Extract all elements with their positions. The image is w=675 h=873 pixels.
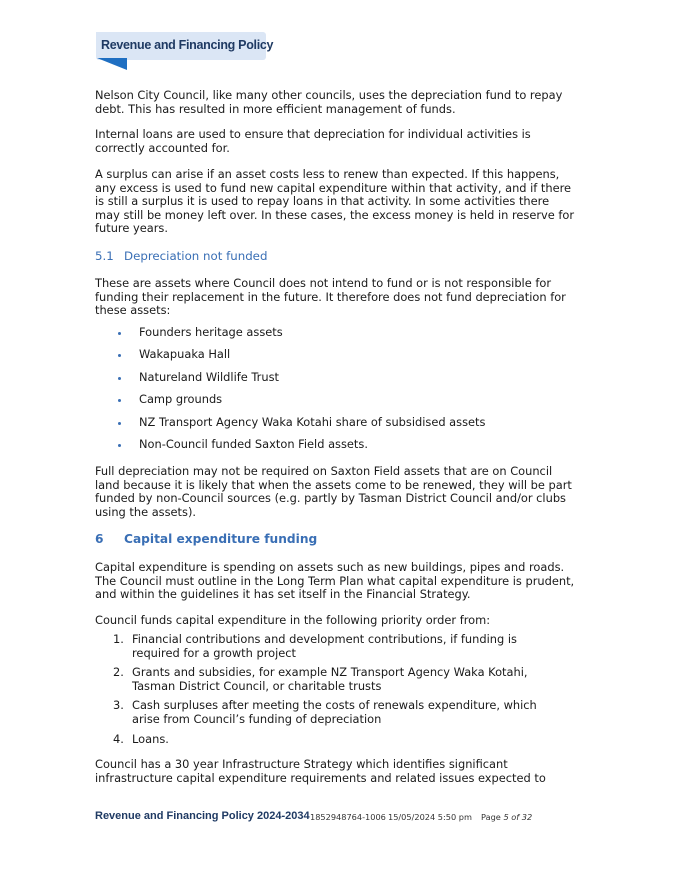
paragraph-priority-intro: Council funds capital expenditure in the following priority order from: [95,613,491,627]
header-title: Revenue and Financing Policy [101,38,274,52]
list-number: 2. [113,665,124,679]
list-item-text: Non-Council funded Saxton Field assets. [139,437,368,451]
bullet-icon [118,444,121,447]
list-number: 1. [113,632,124,646]
footer-date: 15/05/2024 5:50 pm [388,812,472,822]
section-heading-6 [95,532,317,546]
list-item-text: Camp grounds [139,392,223,406]
paragraph-depreciation-intro: These are assets where Council does not intend to fund or is not responsible for funding their replacement in the future. It therefore does not fund depreciation for these assets: [95,276,566,318]
paragraph-surplus: A surplus can arise if an asset costs less to renew than expected. If this happens, any excess is used to fund new capital expenditure within that activity, and if there is still a surplus it is used to repay loans in that activity. In some activities there may still be money left over. In these cases, the excess money is held in reserve for future years. [95,167,575,236]
paragraph-saxton-field: Full depreciation may not be required on Saxton Field assets that are on Council land because it is likely that when the assets come to be renewed, they will be part funded by non-Council sources (e.g. partly by Tasman District Council and/or clubs using the assets). [95,464,572,519]
list-item-text: Founders heritage assets [139,325,283,339]
header-flag-icon [97,58,129,72]
list-number: 4. [113,732,124,746]
paragraph-capex-definition: Capital expenditure is spending on assets such as new buildings, pipes and roads. The Council must outline in the Long Term Plan what capital expenditure is prudent, and within the guidelines it has set itself in the Financial Strategy. [95,560,575,602]
bullet-icon [118,354,121,357]
section-title: Capital expenditure funding [124,532,318,546]
footer-doc-id: 1852948764-1006 [310,812,386,822]
list-item-text: Natureland Wildlife Trust [139,370,279,384]
paragraph-depreciation-fund: Nelson City Council, like many other councils, uses the depreciation fund to repay debt. This has resulted in more efficient management of funds. [95,88,563,116]
footer-page-number [481,812,532,822]
list-item-text: Cash surpluses after meeting the costs of renewals expenditure, which arise from Council’s funding of depreciation [132,698,537,726]
footer-page-label: Page [481,812,501,822]
bullet-icon [118,422,121,425]
footer-title: Revenue and Financing Policy 2024-2034 [95,810,310,822]
list-item-text: Loans. [132,732,169,746]
paragraph-internal-loans: Internal loans are used to ensure that depreciation for individual activities is correctly accounted for. [95,127,531,155]
list-item-text: Financial contributions and development contributions, if funding is required for a growth project [132,632,517,660]
list-item-text: Grants and subsidies, for example NZ Transport Agency Waka Kotahi, Tasman District Council, or charitable trusts [132,665,528,693]
section-number: 6 [95,532,104,546]
section-number: 5.1 [95,249,114,263]
list-number: 3. [113,698,124,712]
footer-page-of: 5 of 32 [503,812,533,822]
bullet-icon [118,399,121,402]
section-title: Depreciation not funded [124,249,268,263]
paragraph-infrastructure-strategy: Council has a 30 year Infrastructure Strategy which identifies significant infrastructure capital expenditure requirements and related issues expected to [95,757,546,785]
section-heading-5-1 [95,249,267,263]
list-item-text: Wakapuaka Hall [139,347,231,361]
list-item-text: NZ Transport Agency Waka Kotahi share of subsidised assets [139,415,486,429]
bullet-icon [118,332,121,335]
bullet-icon [118,377,121,380]
